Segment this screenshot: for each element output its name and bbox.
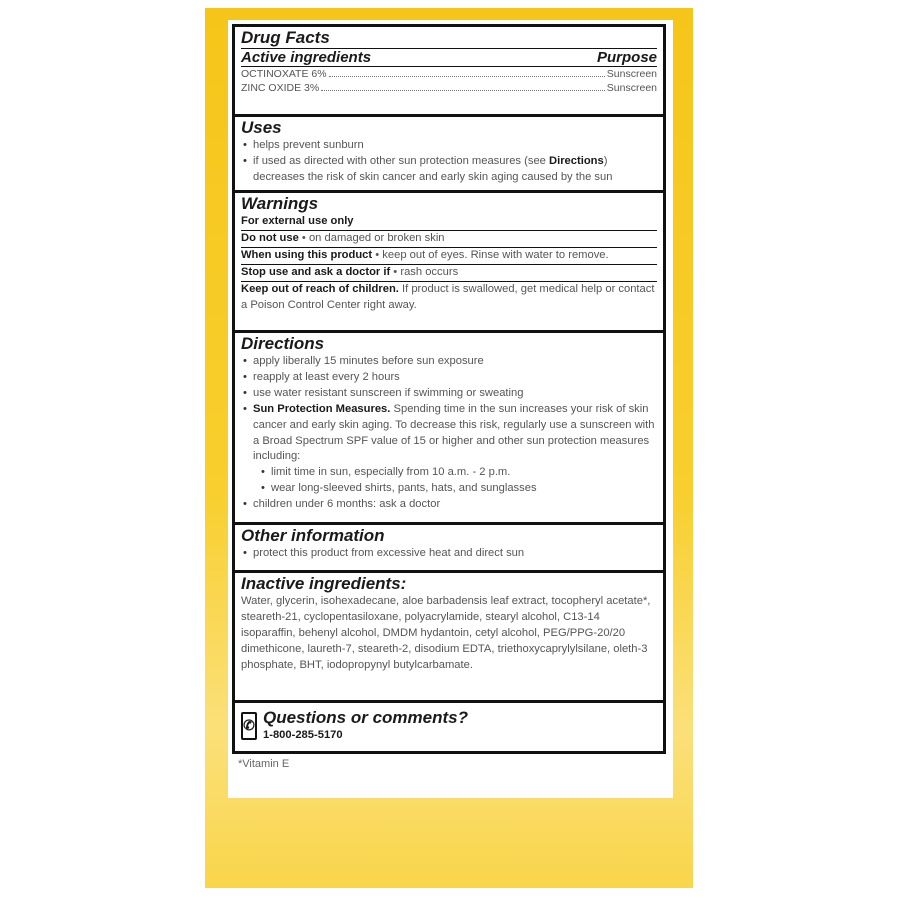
active-ingredients-header [241,49,657,67]
do-not-use-line: Do not use • on damaged or broken skin [241,231,657,248]
directions-item: • reapply at least every 2 hours [241,370,657,386]
inactive-ingredients-heading: Inactive ingredients: [241,574,407,593]
uses-item: • if used as directed with other sun protection measures (see Directions) decreases the risk of skin cancer and early skin aging caused by the sun [241,154,657,186]
dot-leader [321,90,605,91]
keep-out-of-reach-line: Keep out of reach of children. If product is swallowed, get medical help or contact a Poison Control Center right away. [241,282,655,311]
other-information-item: • protect this product from excessive heat and direct sun [241,546,657,562]
warnings-heading: Warnings [241,194,319,213]
drug-facts-title: Drug Facts [241,28,657,49]
active-ingredients-section [235,27,663,117]
sun-protection-measures-item: • Sun Protection Measures. Spending time in the sun increases your risk of skin cancer and early skin aging. To decrease this risk, regularly use a sunscreen with a Broad Spectrum SPF value of 15 or higher and other sun protection measures including: [241,402,657,466]
sun-protection-sub-item: • wear long-sleeved shirts, pants, hats, and sunglasses [241,481,657,497]
ingredient-purpose: Sunscreen [606,82,657,94]
dot-leader [329,76,605,77]
other-information-section [235,525,663,573]
questions-block [263,708,468,744]
purpose-heading: Purpose [596,49,657,66]
warnings-section [235,193,663,333]
when-using-line: When using this product • keep out of eyes. Rinse with water to remove. [241,248,657,265]
phone-icon: ✆ [241,712,257,740]
external-use-line: For external use only [241,214,657,231]
questions-heading: Questions or comments? [263,708,468,727]
ingredient-name: OCTINOXATE 6% [241,68,327,80]
ingredient-purpose: Sunscreen [606,68,657,80]
inactive-ingredients-section [235,573,663,703]
directions-heading: Directions [241,334,325,353]
other-information-heading: Other information [241,526,385,545]
phone-number: 1-800-285-5170 [263,729,343,741]
active-ingredient-row [241,81,657,95]
inactive-ingredients-text: Water, glycerin, isohexadecane, aloe barbadensis leaf extract, tocopheryl acetate*, steareth-21, cyclopentasiloxane, polyacrylamide, stearyl alcohol, C13-14 isoparaffin, behenyl alcohol, DMDM hydantoin, cetyl alcohol, PEG/PPG-20/20 dimethicone, laureth-7, steareth-2, disodium EDTA, triethoxycaprylylsilane, oleth-3 phosphate, BHT, iodopropynyl butylcarbamate. [241,595,651,671]
directions-item: • use water resistant sunscreen if swimming or sweating [241,386,657,402]
directions-item: • children under 6 months: ask a doctor [241,497,657,513]
uses-heading: Uses [241,118,282,137]
active-ingredients-heading: Active ingredients [241,49,372,66]
footnote: *Vitamin E [238,758,290,770]
drug-facts-panel [232,24,666,754]
directions-item: • apply liberally 15 minutes before sun exposure [241,354,657,370]
active-ingredient-row [241,67,657,81]
stop-use-line: Stop use and ask a doctor if • rash occurs [241,265,657,282]
sun-protection-sub-item: • limit time in sun, especially from 10 a.m. - 2 p.m. [241,465,657,481]
ingredient-name: ZINC OXIDE 3% [241,82,320,94]
directions-section [235,333,663,525]
uses-item: • helps prevent sunburn [241,138,657,154]
questions-section [235,703,663,747]
uses-section [235,117,663,193]
